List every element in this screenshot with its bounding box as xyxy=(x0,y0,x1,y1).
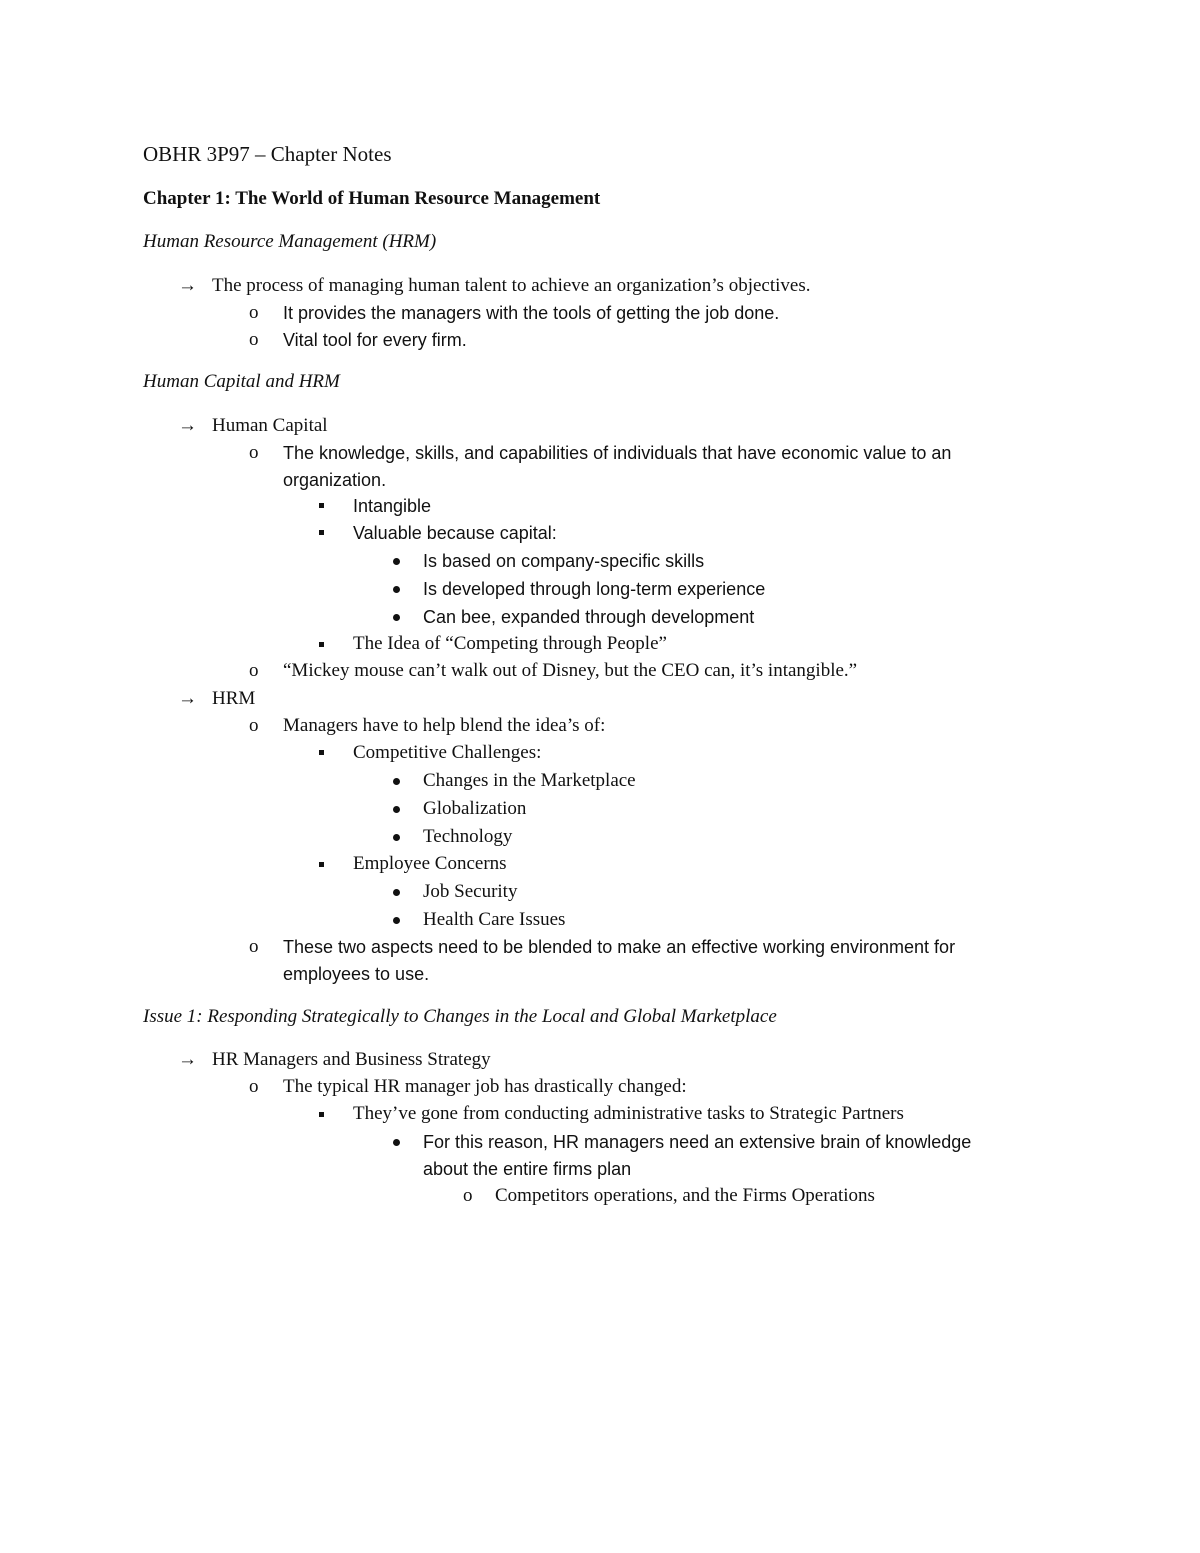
list-item: Employee Concerns xyxy=(353,853,507,874)
dot-bullet-icon xyxy=(393,614,400,621)
circle-bullet-icon: o xyxy=(249,936,259,957)
list-item: HRM xyxy=(212,688,256,709)
section-heading-issue-1: Issue 1: Responding Strategically to Changes in the Local and Global Marketplace xyxy=(143,1006,777,1027)
chapter-heading: Chapter 1: The World of Human Resource Management xyxy=(143,188,601,209)
section-heading-human-capital: Human Capital and HRM xyxy=(143,371,340,392)
list-item: Competitive Challenges: xyxy=(353,742,542,763)
list-item: Technology xyxy=(423,826,513,847)
list-item-continuation: organization. xyxy=(283,470,387,490)
dot-bullet-icon xyxy=(393,778,400,785)
dot-bullet-icon xyxy=(393,806,400,813)
arrow-bullet-icon: → xyxy=(178,415,197,436)
list-item: Valuable because capital: xyxy=(353,523,557,543)
list-item: It provides the managers with the tools of getting the job done. xyxy=(283,303,780,323)
square-bullet-icon xyxy=(319,530,324,535)
circle-bullet-icon: o xyxy=(463,1185,473,1206)
dot-bullet-icon xyxy=(393,834,400,841)
list-item: They’ve gone from conducting administrative tasks to Strategic Partners xyxy=(353,1103,904,1124)
list-item: Health Care Issues xyxy=(423,909,566,930)
circle-bullet-icon: o xyxy=(249,442,259,463)
list-item: For this reason, HR managers need an extensive brain of knowledge xyxy=(423,1132,972,1152)
list-item: The knowledge, skills, and capabilities of individuals that have economic value to an xyxy=(283,443,952,463)
dot-bullet-icon xyxy=(393,558,400,565)
list-item: The process of managing human talent to achieve an organization’s objectives. xyxy=(212,275,811,296)
square-bullet-icon xyxy=(319,750,324,755)
arrow-bullet-icon: → xyxy=(178,275,197,296)
circle-bullet-icon: o xyxy=(249,660,259,681)
list-item: The Idea of “Competing through People” xyxy=(353,633,667,654)
list-item: HR Managers and Business Strategy xyxy=(212,1049,491,1070)
list-item: Is developed through long-term experience xyxy=(423,579,766,599)
section-heading-hrm: Human Resource Management (HRM) xyxy=(143,231,437,252)
list-item: Job Security xyxy=(423,881,518,902)
square-bullet-icon xyxy=(319,1112,324,1117)
document-title: OBHR 3P97 – Chapter Notes xyxy=(143,142,392,166)
list-item: Competitors operations, and the Firms Operations xyxy=(495,1185,875,1206)
square-bullet-icon xyxy=(319,642,324,647)
list-item: Can bee, expanded through development xyxy=(423,607,755,627)
arrow-bullet-icon: → xyxy=(178,688,197,709)
list-item: Changes in the Marketplace xyxy=(423,770,636,791)
list-item: These two aspects need to be blended to make an effective working environment for xyxy=(283,937,956,957)
list-item: The typical HR manager job has drastically changed: xyxy=(283,1076,687,1097)
circle-bullet-icon: o xyxy=(249,715,259,736)
list-item: Globalization xyxy=(423,798,527,819)
list-item: Human Capital xyxy=(212,415,328,436)
dot-bullet-icon xyxy=(393,889,400,896)
dot-bullet-icon xyxy=(393,1139,400,1146)
list-item: Vital tool for every firm. xyxy=(283,330,467,350)
list-item: Is based on company-specific skills xyxy=(423,551,705,571)
list-item: “Mickey mouse can’t walk out of Disney, but the CEO can, it’s intangible.” xyxy=(283,660,858,681)
list-item: Intangible xyxy=(353,496,432,516)
arrow-bullet-icon: → xyxy=(178,1049,197,1070)
circle-bullet-icon: o xyxy=(249,302,259,323)
dot-bullet-icon xyxy=(393,917,400,924)
square-bullet-icon xyxy=(319,862,324,867)
circle-bullet-icon: o xyxy=(249,329,259,350)
list-item-continuation: about the entire firms plan xyxy=(423,1159,632,1179)
dot-bullet-icon xyxy=(393,586,400,593)
square-bullet-icon xyxy=(319,503,324,508)
list-item: Managers have to help blend the idea’s of: xyxy=(283,715,606,736)
list-item-continuation: employees to use. xyxy=(283,964,430,984)
circle-bullet-icon: o xyxy=(249,1076,259,1097)
